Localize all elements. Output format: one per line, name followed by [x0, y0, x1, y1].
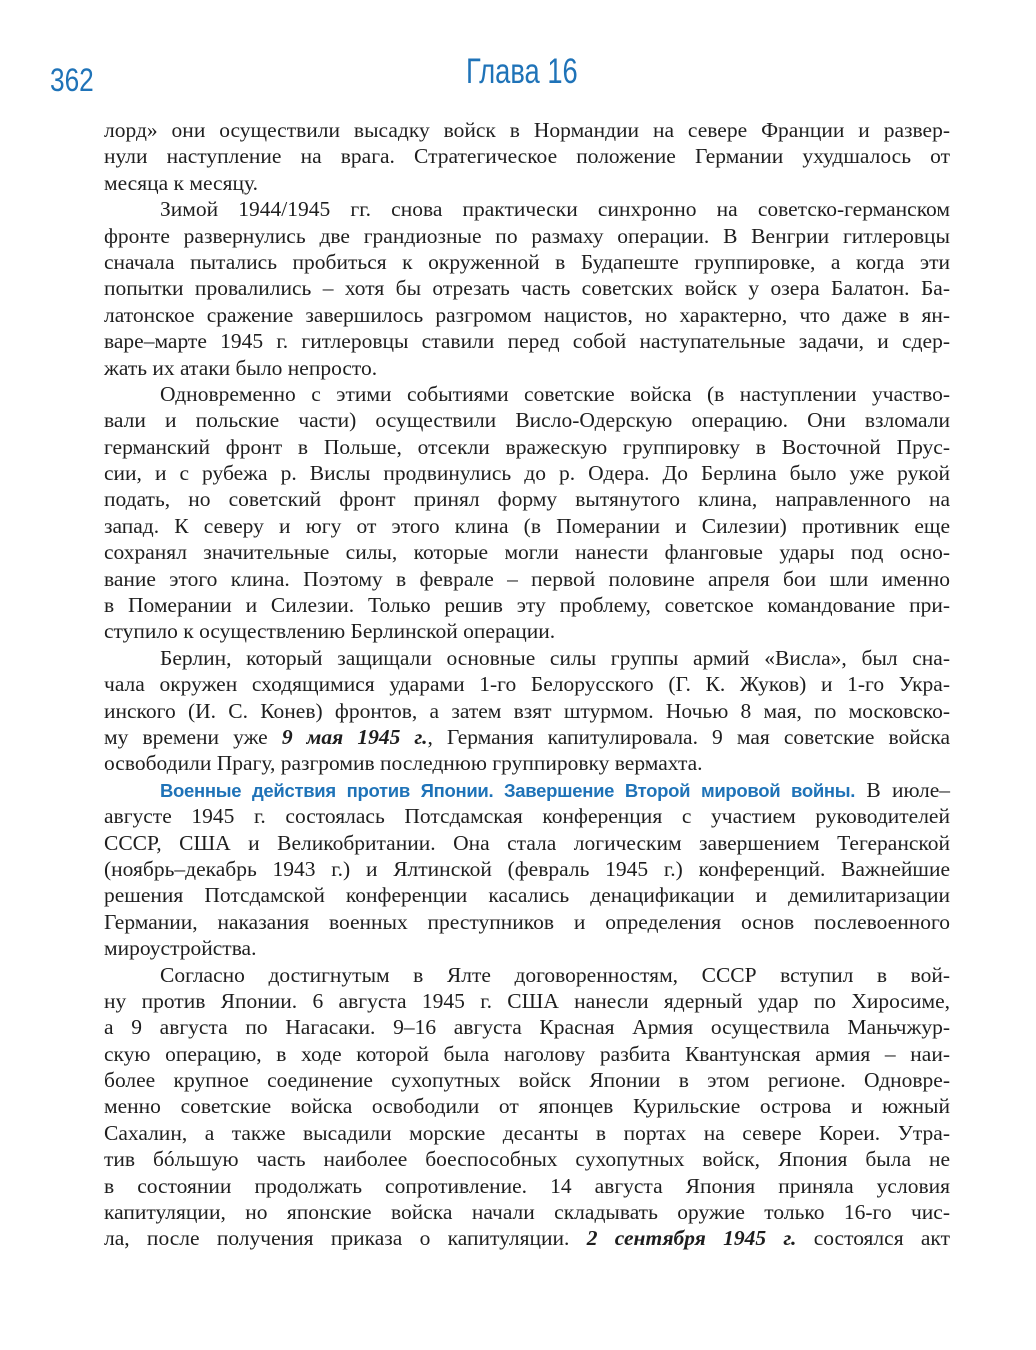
- paragraph: [104, 777, 950, 962]
- text-line: жать их атаки было непросто.: [104, 355, 378, 380]
- text-run: , Германия капитулировала. 9 мая советские войска: [427, 724, 950, 749]
- text-line: латонское сражение завершилось разгромом нацистов, но характерно, что даже в ян-: [104, 302, 950, 327]
- page-number: 362: [50, 62, 94, 98]
- text-line: Согласно достигнутым в Ялте договоренностям, СССР вступил в вой-: [160, 962, 950, 987]
- text-line: ну против Японии. 6 августа 1945 г. США нанесли ядерный удар по Хиросиме,: [104, 988, 950, 1013]
- text-line: августе 1945 г. состоялась Потсдамская конференция с участием руководителей: [104, 804, 950, 829]
- text-line: месяца к месяцу.: [104, 170, 258, 195]
- text-line: [104, 777, 950, 803]
- body-text: [104, 117, 950, 1252]
- text-line: освободили Прагу, разгромив последнюю группировку вермахта.: [104, 751, 703, 776]
- text-line: сии, и с рубежа р. Вислы продвинулись до р. Одера. До Берлина было уже рукой: [104, 461, 950, 486]
- text-run: му времени уже: [104, 724, 282, 749]
- text-line: Сахалин, а также высадили морские десанты в портах на севере Кореи. Утра-: [104, 1120, 950, 1145]
- text-run: В июле–: [855, 777, 950, 802]
- text-line: сохранял значительные силы, которые могли нанести фланговые удары под осно-: [104, 540, 950, 565]
- text-line: подать, но советский фронт принял форму вытянутого клина, направленного на: [104, 487, 950, 512]
- paragraph: [104, 645, 950, 777]
- text-line: [104, 724, 950, 750]
- text-line: Зимой 1944/1945 гг. снова практически синхронно на советско-германском: [160, 197, 950, 222]
- text-line: фронте развернулись две грандиозные по размаху операции. В Венгрии гитлеровцы: [104, 223, 950, 248]
- text-line: менно советские войска освободили от японцев Курильские острова и южный: [104, 1094, 950, 1119]
- text-line: вание этого клина. Поэтому в феврале – первой половине апреля бои шли именно: [104, 566, 950, 591]
- paragraph: [104, 962, 950, 1252]
- text-line: Одновременно с этими событиями советские войска (в наступлении участво-: [160, 381, 950, 406]
- emphasized-date: 9 мая 1945 г.: [281, 724, 428, 749]
- text-line: [104, 1225, 950, 1251]
- text-line: Берлин, который защищали основные силы группы армий «Висла», был сна-: [160, 645, 950, 670]
- text-line: попытки провалились – хотя бы отрезать часть советских войск у озера Балатон. Ба-: [104, 276, 950, 301]
- text-line: варе–марте 1945 г. гитлеровцы ставили перед собой наступательные задачи, и сдер-: [104, 329, 950, 354]
- text-line: решения Потсдамской конференции касались денацификации и демилитаризации: [104, 883, 950, 908]
- text-line: в состоянии продолжать сопротивление. 14 августа Япония приняла условия: [104, 1173, 950, 1198]
- text-line: более крупное соединение сухопутных войск Японии в этом регионе. Одновре-: [104, 1068, 950, 1093]
- text-line: капитуляции, но японские войска начали складывать оружие только 16-го чис-: [104, 1200, 950, 1225]
- text-line: а 9 августа по Нагасаки. 9–16 августа Красная Армия осуществила Маньчжур-: [104, 1015, 950, 1040]
- text-line: германский фронт в Польше, отсекли вражескую группировку в Восточной Прус-: [104, 434, 950, 459]
- text-line: тив бóльшую часть наиболее боеспособных сухопутных войск, Япония была не: [104, 1147, 950, 1172]
- text-line: запад. К северу и югу от этого клина (в Померании и Силезии) противник еще: [104, 513, 950, 538]
- emphasized-date: 2 сентября 1945 г.: [586, 1226, 797, 1251]
- text-line: чала окружен сходящимися ударами 1-го Белорусского (Г. К. Жуков) и 1-го Укра-: [104, 672, 950, 697]
- text-line: скую операцию, в ходе которой была наголову разбита Квантунская армия – наи-: [104, 1041, 950, 1066]
- text-line: Германии, наказания военных преступников и определения основ послевоенного: [104, 909, 950, 934]
- text-line: ступило к осуществлению Берлинской операции.: [104, 619, 556, 644]
- text-line: в Померании и Силезии. Только решив эту проблему, советское командование при-: [104, 593, 950, 618]
- text-line: нули наступление на врага. Стратегическое положение Германии ухудшалось от: [104, 144, 950, 169]
- text-line: инского (И. С. Конев) фронтов, а затем взят штурмом. Ночью 8 мая, по московско-: [104, 698, 950, 723]
- text-line: СССР, США и Великобритании. Она стала логическим завершением Тегеранской: [104, 830, 950, 855]
- paragraph: [104, 117, 950, 196]
- chapter-title: Глава 16: [466, 52, 578, 91]
- text-line: сначала пытались пробиться к окруженной в Будапеште группировке, а когда эти: [104, 249, 950, 274]
- text-line: лорд» они осуществили высадку войск в Нормандии на севере Франции и развер-: [104, 118, 950, 142]
- text-line: мироустройства.: [104, 936, 257, 961]
- text-run: ла, после получения приказа о капитуляции.: [104, 1226, 587, 1251]
- paragraph: [104, 381, 950, 645]
- text-run: состоялся акт: [796, 1226, 950, 1251]
- text-line: (ноябрь–декабрь 1943 г.) и Ялтинской (февраль 1945 г.) конференций. Важнейшие: [104, 856, 950, 881]
- paragraph: [104, 196, 950, 381]
- text-line: вали и польские части) осуществили Висло-Одерскую операцию. Они взломали: [104, 408, 950, 433]
- section-heading: Военные действия против Японии. Завершение Второй мировой войны.: [160, 779, 856, 801]
